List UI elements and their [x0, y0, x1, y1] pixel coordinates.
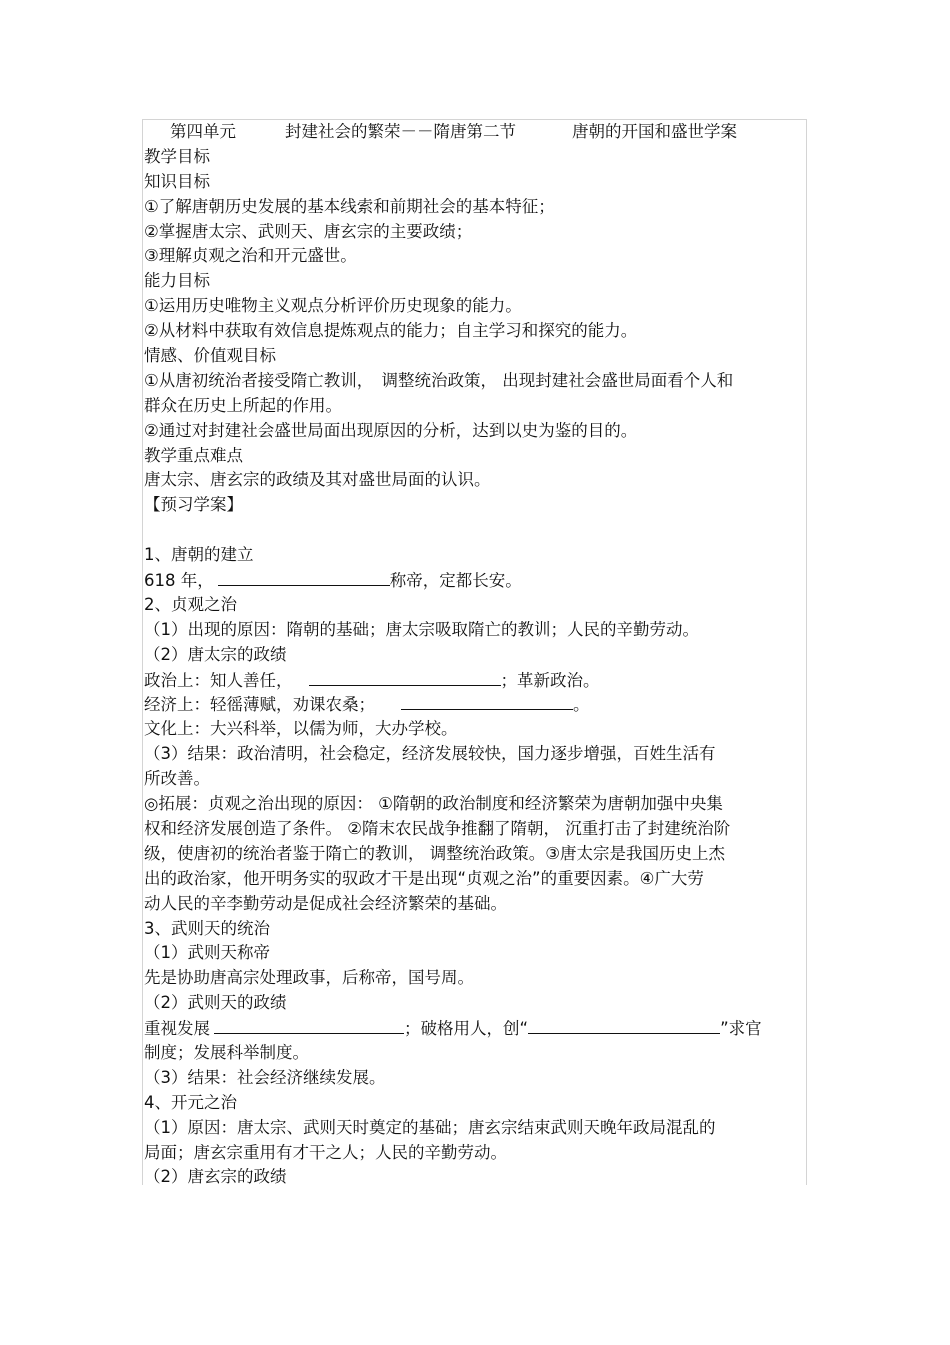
title-unit: 第四单元 — [170, 122, 236, 141]
text-line: 级，使唐初的统治者鉴于隋亡的教训， 调整统治政策。③唐太宗是我国历史上杰 — [144, 843, 726, 863]
text-line: 文化上：大兴科举，以儒为师，大办学校。 — [144, 719, 458, 739]
fill-line-1 — [144, 568, 814, 593]
text-segment: ；破格用人，创“ — [404, 1019, 529, 1039]
text-line: ②从材料中获取有效信息提炼观点的能力；自主学习和探究的能力。 — [144, 321, 638, 341]
answer-blank-4[interactable] — [214, 1016, 404, 1034]
title-topic: 封建社会的繁荣－－隋唐第二节 — [285, 122, 516, 141]
answer-blank-3[interactable] — [401, 692, 573, 710]
heading-key-points: 教学重点难点 — [144, 445, 243, 465]
answer-blank-1[interactable] — [218, 568, 390, 586]
text-line: ①从唐初统治者接受隋亡教训， 调整统治政策， 出现封建社会盛世局面看个人和 — [144, 370, 734, 390]
document-body — [144, 120, 814, 1190]
text-line: （1）武则天称帝 — [144, 943, 270, 963]
fill-line-3 — [144, 692, 814, 717]
heading-knowledge-goals: 知识目标 — [144, 171, 210, 191]
section-1-heading: 1、唐朝的建立 — [144, 545, 254, 565]
text-segment: 经济上：轻徭薄赋，劝课农桑； — [144, 695, 375, 715]
section-2-heading: 2、贞观之治 — [144, 594, 237, 614]
heading-preview: 【预习学案】 — [144, 495, 243, 515]
text-line: 动人民的辛李勤劳动是促成社会经济繁荣的基础。 — [144, 893, 507, 913]
text-line: 制度；发展科举制度。 — [144, 1042, 309, 1062]
text-line: （1）出现的原因：隋朝的基础；唐太宗吸取隋亡的教训；人民的辛勤劳动。 — [144, 619, 699, 639]
text-line: 群众在历史上所起的作用。 — [144, 395, 342, 415]
text-line: 出的政治家，他开明务实的驭政才干是出现“贞观之治”的重要因素。④广大劳 — [144, 868, 704, 888]
text-line: ①了解唐朝历史发展的基本线索和前期社会的基本特征； — [144, 196, 555, 216]
text-line: （1）原因：唐太宗、武则天时奠定的基础；唐玄宗结束武则天晚年政局混乱的 — [144, 1117, 716, 1137]
blank-line — [144, 518, 814, 543]
fill-line-4 — [144, 1016, 814, 1041]
text-line: 局面；唐玄宗重用有才干之人；人民的辛勤劳动。 — [144, 1142, 507, 1162]
text-line: ②掌握唐太宗、武则天、唐玄宗的主要政绩； — [144, 221, 473, 241]
heading-ability-goals: 能力目标 — [144, 271, 210, 291]
fill-line-2 — [144, 668, 814, 693]
text-line: （2）唐太宗的政绩 — [144, 644, 287, 664]
text-line: ①运用历史唯物主义观点分析评价历史现象的能力。 — [144, 296, 522, 316]
text-line: ◎拓展：贞观之治出现的原因： ①隋朝的政治制度和经济繁荣为唐朝加强中央集 — [144, 794, 723, 814]
text-segment: 重视发展 — [144, 1019, 210, 1039]
text-line: （2）唐玄宗的政绩 — [144, 1167, 287, 1187]
answer-blank-2[interactable] — [309, 668, 501, 686]
heading-value-goals: 情感、价值观目标 — [144, 346, 276, 366]
text-segment: ；革新政治。 — [500, 670, 600, 690]
section-3-heading: 3、武则天的统治 — [144, 918, 270, 938]
text-segment: ”求官 — [720, 1019, 762, 1039]
text-line: （2）武则天的政绩 — [144, 993, 287, 1013]
text-line: （3）结果：政治清明，社会稳定，经济发展较快，国力逐步增强，百姓生活有 — [144, 744, 716, 764]
text-line: 权和经济发展创造了条件。 ②隋末农民战争推翻了隋朝， 沉重打击了封建统治阶 — [144, 818, 731, 838]
text-line: 唐太宗、唐玄宗的政绩及其对盛世局面的认识。 — [144, 470, 491, 490]
text-line: ②通过对封建社会盛世局面出现原因的分析，达到以史为鉴的目的。 — [144, 420, 638, 440]
section-4-heading: 4、开元之治 — [144, 1092, 237, 1112]
text-segment: 称帝，定都长安。 — [389, 571, 522, 591]
heading-teaching-goals: 教学目标 — [144, 146, 210, 166]
text-line: 所改善。 — [144, 769, 210, 789]
answer-blank-5[interactable] — [528, 1016, 720, 1034]
text-segment: 618 年， — [144, 571, 214, 591]
text-line: ③理解贞观之治和开元盛世。 — [144, 246, 357, 266]
title-lesson: 唐朝的开国和盛世学案 — [572, 122, 737, 141]
text-segment: 。 — [573, 695, 590, 715]
text-segment: 政治上：知人善任， — [144, 670, 293, 690]
document-title — [144, 120, 814, 145]
text-line: 先是协助唐高宗处理政事，后称帝，国号周。 — [144, 968, 474, 988]
text-line: （3）结果：社会经济继续发展。 — [144, 1067, 386, 1087]
